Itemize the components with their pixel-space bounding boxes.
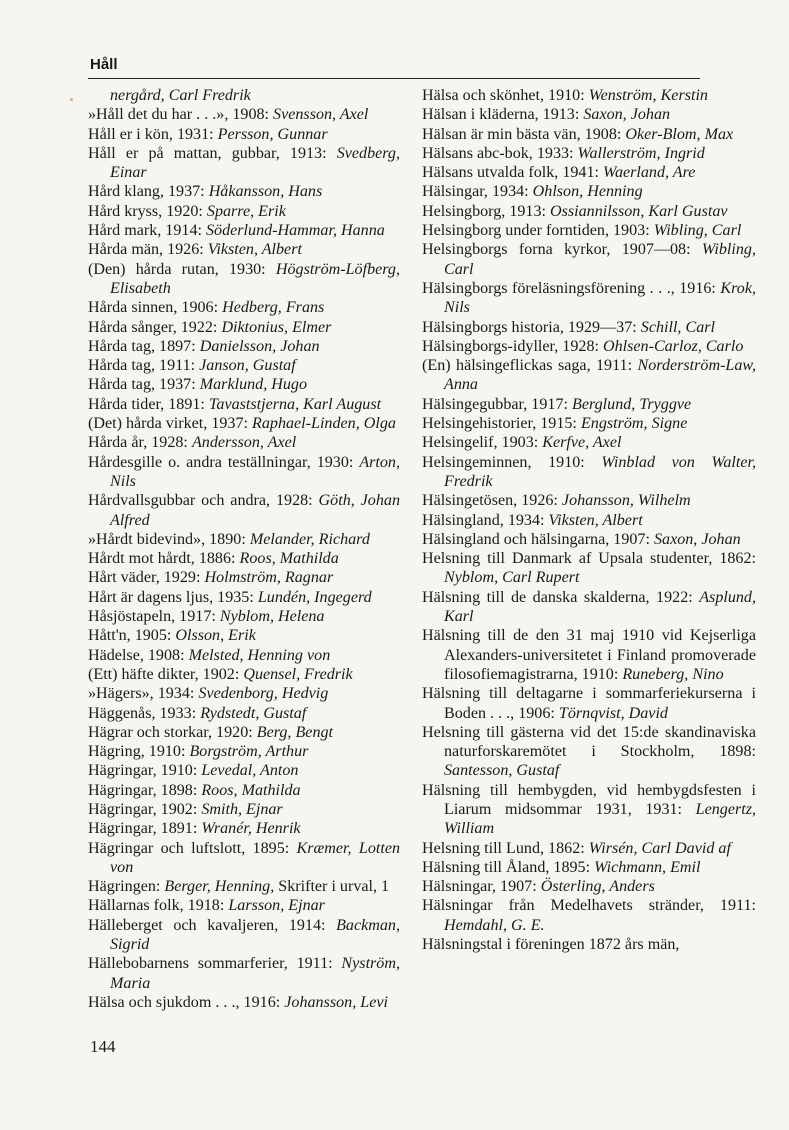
entry-author: Wallerström, Ingrid — [577, 144, 705, 162]
entry-title: (Ett) häfte dikter, 1902: — [88, 665, 244, 683]
index-entry — [422, 896, 756, 935]
index-entry — [422, 86, 756, 105]
entry-title: Hårda tag, 1937: — [88, 376, 200, 394]
entry-author: Krok, Nils — [444, 279, 756, 317]
index-entry — [422, 337, 756, 356]
entry-title: Hårdvallsgubbar och andra, 1928: — [88, 492, 319, 510]
index-entry — [88, 337, 400, 356]
margin-speck — [70, 98, 73, 101]
entry-title: (En) hälsingeflickas saga, 1911: — [422, 357, 638, 375]
entry-author: Larsson, Ejnar — [228, 897, 325, 915]
index-entry — [88, 260, 400, 299]
index-entry — [422, 182, 756, 201]
entry-title: Helsingelif, 1903: — [422, 434, 543, 452]
index-entry — [422, 395, 756, 414]
entry-author: Melander, Richard — [249, 530, 370, 548]
entry-title: Hälsning till deltagarne i sommarferiekurserna i Boden . . ., 1906: — [422, 685, 756, 722]
index-entry — [88, 954, 400, 993]
index-entry — [88, 86, 400, 105]
entry-author: Göth, Johan Alfred — [110, 492, 400, 529]
entry-title: Hårda sinnen, 1906: — [88, 299, 223, 317]
entry-title: Hälsingborgs föreläsningsförening . . ., 1916: — [422, 279, 721, 297]
entry-author: Janson, Gustaf — [199, 357, 296, 375]
entry-author: Roos, Mathilda — [239, 550, 339, 568]
entry-title: Hälsans abc-bok, 1933: — [422, 144, 578, 162]
index-entry — [422, 433, 756, 452]
entry-title: Hälsingland, 1934: — [422, 511, 549, 529]
entry-title: Helsingborg under forntiden, 1903: — [422, 222, 654, 240]
index-entry — [88, 549, 400, 568]
entry-title: Hått'n, 1905: — [88, 627, 176, 645]
index-entry — [422, 877, 756, 896]
entry-author: Kerfve, Axel — [542, 434, 622, 452]
index-entry — [88, 684, 400, 703]
entry-author: Andersson, Axel — [191, 434, 297, 452]
entry-author: Sparre, Erik — [206, 202, 286, 220]
entry-author: Olsson, Erik — [175, 627, 256, 645]
entry-title: Hård kryss, 1920: — [88, 202, 207, 220]
index-entry — [422, 240, 756, 279]
index-entry — [422, 549, 756, 588]
index-entry — [88, 723, 400, 742]
entry-title: Hälsa och skönhet, 1910: — [422, 87, 589, 104]
index-entry — [88, 704, 400, 723]
entry-author: Lengertz, William — [444, 800, 756, 838]
index-entry — [88, 916, 400, 955]
entry-author: Waerland, Are — [603, 164, 696, 182]
entry-author: nergård, Carl Fredrik — [110, 87, 251, 104]
entry-title: Hälsingland och hälsingarna, 1907: — [422, 530, 654, 548]
entry-title: Hälsning till de danska skalderna, 1922: — [422, 588, 700, 606]
index-entry — [88, 105, 400, 124]
entry-author: Persson, Gunnar — [217, 125, 328, 143]
entry-title: (Det) hårda virket, 1937: — [88, 415, 253, 433]
right-column — [422, 86, 756, 954]
entry-title: Helsingehistorier, 1915: — [422, 415, 581, 433]
entry-title: Håsjöstapeln, 1917: — [88, 608, 220, 626]
entry-author: Hemdahl, G. E. — [444, 916, 545, 934]
entry-title: Hård mark, 1914: — [88, 222, 206, 240]
entry-author: Johansson, Levi — [284, 993, 388, 1011]
entry-title: Hälsan i kläderna, 1913: — [422, 106, 584, 124]
left-column — [88, 86, 400, 1012]
entry-author: Wranér, Henrik — [201, 820, 301, 838]
entry-title: Hälsans utvalda folk, 1941: — [422, 164, 604, 182]
entry-author: Johansson, Wilhelm — [561, 492, 691, 510]
index-entry — [422, 105, 756, 124]
index-entry — [422, 858, 756, 877]
entry-author: Ohlsen-Carloz, Carlo — [603, 337, 744, 355]
entry-author: Ohlson, Henning — [532, 183, 643, 201]
index-entry — [88, 588, 400, 607]
entry-author: Saxon, Johan — [583, 106, 671, 124]
index-entry — [88, 530, 400, 549]
index-entry — [88, 607, 400, 626]
entry-author: Oker-Blom, Max — [625, 125, 734, 143]
entry-title: Hårda sånger, 1922: — [88, 318, 222, 336]
index-entry — [422, 414, 756, 433]
entry-title: Hägringar, 1910: — [88, 762, 202, 780]
entry-author: Raphael-Linden, Olga — [252, 415, 396, 433]
index-entry — [422, 588, 756, 627]
entry-author: Saxon, Johan — [653, 530, 741, 548]
entry-title: Hällebobarnens sommarferier, 1911: — [88, 955, 342, 973]
index-entry — [88, 453, 400, 492]
entry-title: Hårda män, 1926: — [88, 241, 208, 259]
index-entry — [88, 819, 400, 838]
index-entry — [88, 240, 400, 259]
entry-title: Hårda tag, 1911: — [88, 357, 200, 375]
entry-author: Borgström, Arthur — [189, 743, 309, 761]
index-entry — [88, 742, 400, 761]
index-entry — [88, 125, 400, 144]
entry-title: Hårdesgille o. andra teställningar, 1930: — [88, 453, 360, 471]
index-entry — [88, 318, 400, 337]
index-entry — [88, 202, 400, 221]
index-entry — [422, 723, 756, 781]
entry-title: »Hägers», 1934: — [88, 685, 199, 703]
entry-title: Hälsa och sjukdom . . ., 1916: — [88, 993, 285, 1011]
entry-title: Håll er i kön, 1931: — [88, 125, 218, 143]
index-entry — [88, 375, 400, 394]
entry-title: Hälsingborgs historia, 1929—37: — [422, 318, 641, 336]
index-entry — [88, 491, 400, 530]
entry-author: Rydstedt, Gustaf — [200, 704, 307, 722]
index-entry — [422, 279, 756, 318]
index-entry — [88, 646, 400, 665]
entry-title: Häggenås, 1933: — [88, 704, 201, 722]
entry-author: Nyblom, Helena — [219, 608, 325, 626]
entry-title: Hälsningstal i föreningen 1872 års män, — [422, 936, 680, 954]
entry-author: Österling, Anders — [540, 878, 655, 896]
entry-title: Hårt är dagens ljus, 1935: — [88, 588, 258, 606]
index-entry — [88, 221, 400, 240]
entry-title: Hälsingetösen, 1926: — [422, 492, 562, 510]
entry-author: Schill, Carl — [640, 318, 715, 336]
entry-title: Hälleberget och kavaljeren, 1914: — [88, 916, 337, 934]
index-entry — [88, 356, 400, 375]
index-entry — [88, 877, 400, 896]
index-entry — [88, 800, 400, 819]
entry-title: Hårda tider, 1891: — [88, 395, 209, 413]
entry-title: Hälsan är min bästa vän, 1908: — [422, 125, 626, 143]
index-entry — [88, 568, 400, 587]
entry-author: Wichmann, Emil — [594, 858, 701, 876]
entry-author: Wirsén, Carl David af — [588, 839, 731, 857]
entry-title: Hädelse, 1908: — [88, 646, 189, 664]
entry-author: Ossiannilsson, Karl Gustav — [550, 202, 728, 220]
index-entry — [88, 665, 400, 684]
entry-author: Norderström-Law, Anna — [444, 357, 756, 394]
entry-title: Hägringar och luftslott, 1895: — [88, 839, 297, 857]
entry-author: Nyström, Maria — [110, 955, 400, 992]
entry-title: Helsingeminnen, 1910: — [422, 453, 602, 471]
entry-title: Hägring, 1910: — [88, 743, 190, 761]
entry-title: Hälsingegubbar, 1917: — [422, 395, 572, 413]
entry-title: Hårda tag, 1897: — [88, 337, 200, 355]
entry-title: Hälsningar från Medelhavets stränder, 1911: — [422, 897, 756, 915]
entry-author: Asplund, Karl — [444, 588, 756, 626]
index-entry — [88, 182, 400, 201]
index-entry — [88, 433, 400, 452]
entry-title: Helsning till gästerna vid det 15:de skandinaviska naturforskaremötet i Stockholm, 1898: — [422, 723, 756, 761]
entry-title: Helsingborg, 1913: — [422, 202, 551, 220]
index-entry — [88, 414, 400, 433]
entry-title: Hägringar, 1891: — [88, 820, 202, 838]
entry-title: Håll er på mattan, gubbar, 1913: — [88, 144, 337, 162]
index-entry — [88, 896, 400, 915]
index-entry — [422, 935, 756, 954]
entry-author: Melsted, Henning von — [188, 646, 331, 664]
index-entry — [422, 453, 756, 492]
entry-title: Hälsingborgs-idyller, 1928: — [422, 337, 603, 355]
index-entry — [88, 144, 400, 183]
entry-author: Berglund, Tryggve — [571, 395, 692, 413]
entry-title: Hällarnas folk, 1918: — [88, 897, 229, 915]
entry-title: Hägringar, 1902: — [88, 800, 202, 818]
entry-title: Helsning till Lund, 1862: — [422, 839, 589, 857]
entry-author: Runeberg, Nino — [622, 665, 724, 683]
page-number: 144 — [90, 1037, 116, 1056]
entry-author: Tavaststjerna, Karl August — [208, 395, 382, 413]
index-entry — [88, 626, 400, 645]
entry-author: Viksten, Albert — [207, 241, 302, 259]
entry-author: Holmström, Ragnar — [204, 569, 334, 587]
entry-title: Hårt väder, 1929: — [88, 569, 205, 587]
entry-title: Hälsning till de den 31 maj 1910 vid Kejserliga Alexanders-universitetet i Finland promoverade filosofiemagistrarna, 1910: — [422, 627, 756, 683]
entry-author: Arton, Nils — [110, 453, 400, 490]
index-entry — [422, 511, 756, 530]
header-rule — [88, 78, 700, 79]
index-entry — [422, 626, 756, 684]
index-entry — [88, 298, 400, 317]
index-entry — [422, 781, 756, 839]
entry-title: Helsingborgs forna kyrkor, 1907—08: — [422, 241, 702, 259]
index-entry — [422, 221, 756, 240]
entry-author: Håkansson, Hans — [208, 183, 323, 201]
entry-author: Berger, Henning, — [164, 878, 275, 896]
index-entry — [422, 144, 756, 163]
index-entry — [422, 318, 756, 337]
entry-title: (Den) hårda rutan, 1930: — [88, 260, 276, 278]
index-entry — [422, 491, 756, 510]
entry-title: Hägringar, 1898: — [88, 781, 202, 799]
entry-title: Hård klang, 1937: — [88, 183, 209, 201]
entry-author: Marklund, Hugo — [199, 376, 308, 394]
entry-author: Wibling, Carl — [444, 241, 756, 278]
entry-author: Roos, Mathilda — [201, 781, 301, 799]
entry-author: Berg, Bengt — [256, 723, 334, 741]
entry-author: Levedal, Anton — [201, 762, 299, 780]
entry-title: »Håll det du har . . .», 1908: — [88, 106, 274, 124]
entry-author: Danielsson, Johan — [199, 337, 320, 355]
index-entry — [88, 839, 400, 878]
entry-title: Hårdt mot hårdt, 1886: — [88, 550, 240, 568]
entry-title: Hägrar och storkar, 1920: — [88, 723, 257, 741]
entry-author: Högström-Löfberg, Elisabeth — [110, 260, 400, 297]
entry-title: Hälsningar, 1907: — [422, 878, 541, 896]
entry-author: Söderlund-Hammar, Hanna — [206, 222, 385, 240]
entry-title: Hälsning till hembygden, vid hembygdsfesten i Liarum midsommar 1931, 1931: — [422, 781, 756, 818]
index-entry — [422, 125, 756, 144]
entry-author: Svedberg, Einar — [110, 144, 400, 182]
entry-author: Kræmer, Lotten von — [110, 839, 401, 876]
entry-author: Törnqvist, David — [558, 704, 668, 722]
entry-author: Winblad von Walter, Fredrik — [444, 453, 756, 490]
entry-author: Backman, Sigrid — [110, 916, 400, 954]
index-entry — [422, 839, 756, 858]
entry-author: Quensel, Fredrik — [243, 665, 353, 683]
entry-title: Hälsingar, 1934: — [422, 183, 533, 201]
index-entry — [422, 356, 756, 395]
index-entry — [422, 202, 756, 221]
entry-author: Smith, Ejnar — [201, 800, 283, 818]
entry-author: Viksten, Albert — [548, 511, 643, 529]
entry-title: Hälsning till Åland, 1895: — [422, 858, 595, 876]
index-entry — [422, 530, 756, 549]
entry-suffix: Skrifter i urval, 1 — [274, 878, 390, 896]
entry-author: Nyblom, Carl Rupert — [444, 569, 580, 587]
index-entry — [88, 761, 400, 780]
entry-author: Svensson, Axel — [273, 106, 369, 124]
entry-author: Santesson, Gustaf — [444, 762, 560, 780]
entry-author: Lundén, Ingegerd — [257, 588, 372, 606]
entry-author: Wenström, Kerstin — [588, 87, 708, 104]
index-entry — [422, 163, 756, 182]
entry-title: Hägringen: — [88, 878, 165, 896]
entry-author: Wibling, Carl — [653, 222, 742, 240]
index-entry — [422, 684, 756, 723]
index-entry — [88, 781, 400, 800]
index-entry — [88, 395, 400, 414]
entry-author: Engström, Signe — [580, 415, 688, 433]
entry-author: Hedberg, Frans — [222, 299, 325, 317]
index-entry — [88, 993, 400, 1012]
entry-author: Diktonius, Elmer — [221, 318, 332, 336]
page-header: Håll — [90, 56, 118, 73]
entry-title: Helsning till Danmark af Upsala studenter, 1862: — [422, 550, 756, 568]
entry-author: Svedenborg, Hedvig — [198, 685, 329, 703]
entry-title: Hårda år, 1928: — [88, 434, 192, 452]
entry-title: »Hårdt bidevind», 1890: — [88, 530, 250, 548]
